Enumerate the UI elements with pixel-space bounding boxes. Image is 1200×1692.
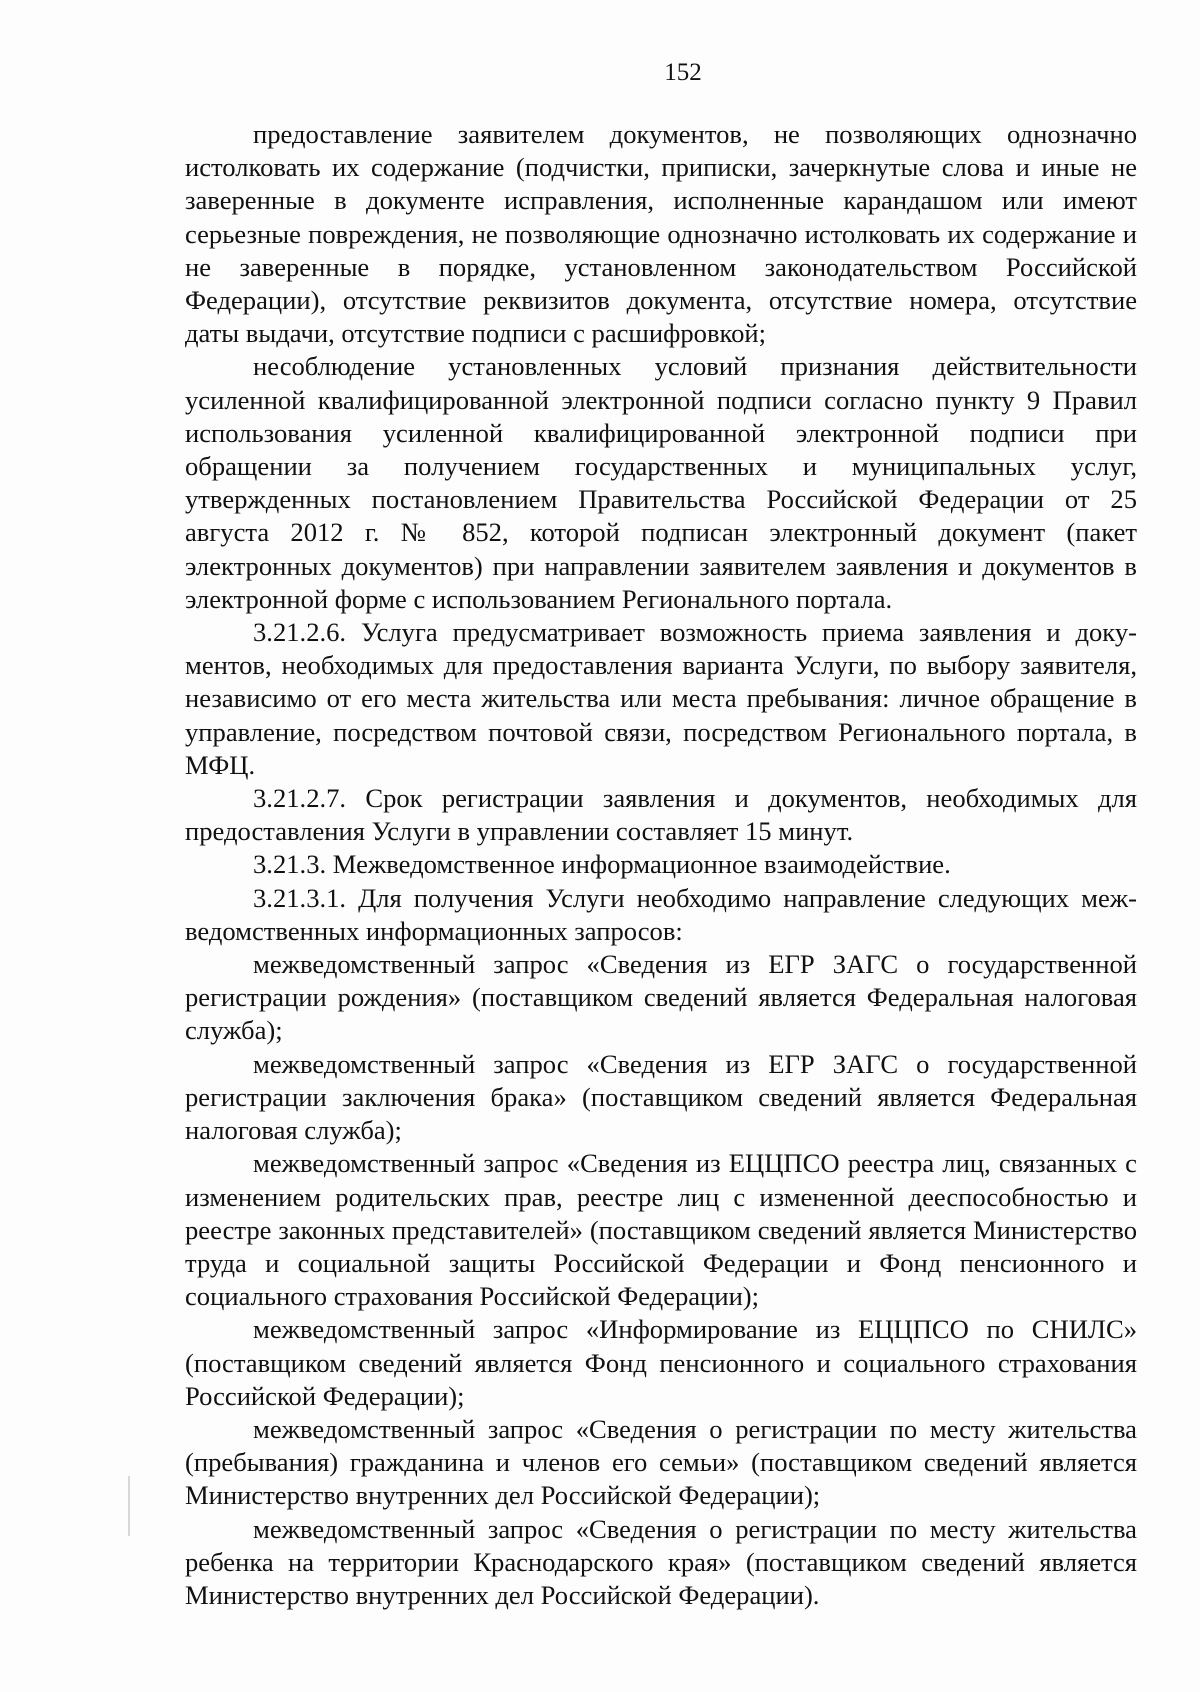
- paragraph-request-birth: межведомственный запрос «Сведения из ЕГР ЗАГС о государственной регистрации рождения» (поставщиком сведений является Федеральная налоговая служба);: [185, 949, 1137, 1046]
- page-number: 152: [664, 59, 702, 86]
- scan-edge-mark: [128, 1476, 130, 1536]
- paragraph-request-parental-rights: межведомственный запрос «Сведения из ЕЦЦПСО реестра лиц, связанных с изменением родительских прав, реестре лиц с измененной дееспособностью и реестре законных представителей» (поставщиком сведений является Министерство труда и социальной защиты Российской Федерации и Фонд пенсионного и социального страхования Российской Федерации);: [185, 1148, 1137, 1312]
- paragraph-3-21-2-7: 3.21.2.7. Срок регистрации заявления и документов, необходимых для предоставления Услуги в управлении составляет 15 минут.: [185, 783, 1137, 847]
- paragraph-3-21-3-1: 3.21.3.1. Для получения Услуги необходимо направление следующих межведомственных информационных запросов:: [185, 882, 1137, 946]
- paragraph-3-21-2-6: 3.21.2.6. Услуга предусматривает возможность приема заявления и документов, необходимых для предоставления варианта Услуги, по выбору заявителя, независимо от его места жительства или места пребывания: личное обращение в управление, посредством почтовой связи, посредством Регионального портала, в МФЦ.: [185, 617, 1137, 780]
- document-body: [185, 118, 1137, 1612]
- paragraph-request-residence-child: межведомственный запрос «Сведения о регистрации по месту жительства ребенка на территории Краснодарского края» (поставщиком сведений является Министерство внутренних дел Российской Федерации).: [185, 1513, 1137, 1610]
- paragraph-signature-validity: несоблюдение установленных условий признания действительности усиленной квалифицированной электронной подписи согласно пункту 9 Правил использования усиленной квалифицированной электронной подписи при обращении за получением государственных и муниципальных услуг, утвержденных постановлением Правительства Российской Федерации от 25 августа 2012 г. № 852, которой подписан электронный документ (пакет электронных документов) при направлении заявителем заявления и документов в электронной форме с использованием Регионального портала.: [185, 351, 1137, 614]
- paragraph-request-residence-family: межведомственный запрос «Сведения о регистрации по месту жительства (пребывания) гражданина и членов его семьи» (поставщиком сведений является Министерство внутренних дел Российской Федерации);: [185, 1413, 1137, 1511]
- paragraph-request-marriage: межведомственный запрос «Сведения из ЕГР ЗАГС о государственной регистрации заключения брака» (поставщиком сведений является Федеральная налоговая служба);: [185, 1048, 1137, 1146]
- paragraph-document-defects: предоставление заявителем документов, не позволяющих однозначно истолковать их содержание (подчистки, приписки, зачеркнутые слова и иные не заверенные в документе исправления, исполненные карандашом или имеют серьезные повреждения, не позволяющие однозначно истолковать их содержание и не заверенные в порядке, установленном законодательством Российской Федерации), отсутствие реквизитов документа, отсутствие номера, отсутствие даты выдачи, отсутствие подписи с расшифровкой;: [185, 119, 1137, 349]
- paragraph-request-snils: межведомственный запрос «Информирование из ЕЦЦПСО по СНИЛС» (поставщиком сведений является Фонд пенсионного и социального страхования Российской Федерации);: [185, 1314, 1137, 1411]
- paragraph-3-21-3: 3.21.3. Межведомственное информационное взаимодействие.: [253, 849, 951, 880]
